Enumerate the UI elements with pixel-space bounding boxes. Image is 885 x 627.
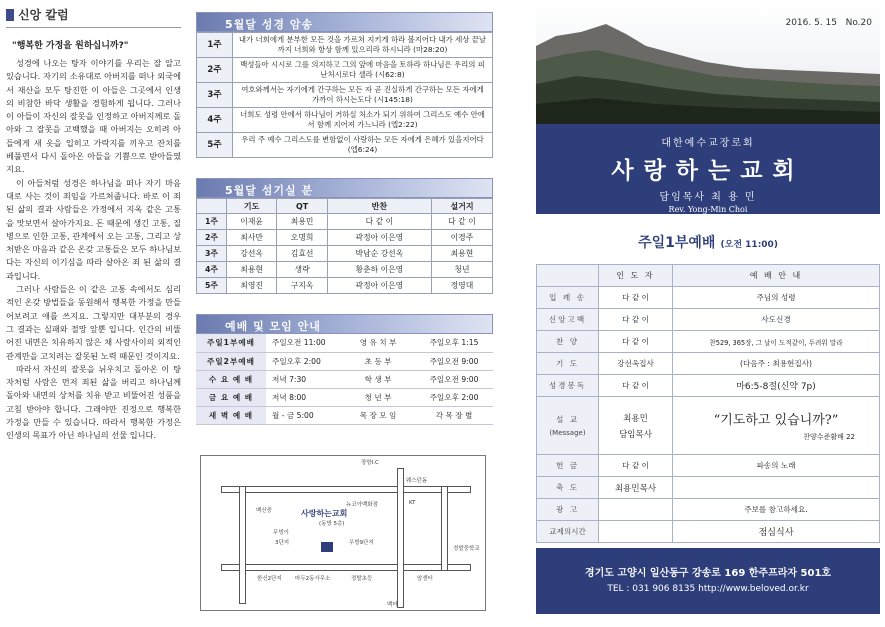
church-phone-web: TEL : 031 906 8135 http://www.beloved.or.kr: [607, 584, 809, 594]
table-row: 금 요 예 배 저녁 8:00 청 년 부 주일오후 2:00: [196, 388, 493, 406]
table-row: 찬 양 다 같 이 찬529, 365장, 그 날이 도적같이, 두려워 말라: [537, 331, 880, 353]
church-name: 사랑하는교회: [611, 158, 805, 184]
map-label: 무빙이: [273, 530, 289, 536]
church-banner: [536, 124, 880, 214]
column-paragraph: 성경에 나오는 탕자 이야기를 우리는 잘 알고 있습니다. 자기의 소유대로 아버지를 떠나 외국에서 재산을 모두 탕진한 이 아들은 그곳에서 인생의 비참한 바닥 생활을 경험하게 됩니다. 그러나 이 아들이 자신의 잘못을 인정하고 아버지께로 돌아와 그 잘못을 고백했을 때 아버지는 오히려 아들에게 새 옷을 입히고 가락지를 끼우고 잔치를 베풀면서 다시 돌아온 아들을 기쁨으로 받아들였지요.: [6, 58, 181, 175]
service-duty-table: [196, 198, 493, 294]
table-row: 새 벽 예 배 월 - 금 5:00 목 장 모 임 각 목 장 별: [196, 406, 493, 424]
table-row: 5주 최영진 구지옥 곽정아 이은영 정영대: [197, 278, 493, 294]
table-row: 2주 최사만 오명희 곽정아 이은영 이경주: [197, 230, 493, 246]
issue-info: [785, 18, 872, 28]
issue-date: 2016. 5. 15: [785, 18, 837, 28]
service-title: 주일1부예배: [638, 235, 716, 251]
service-heading: [536, 232, 880, 252]
denomination: 대한예수교장로회: [661, 138, 755, 149]
column-paragraph: 따라서 자신의 잘못을 뉘우치고 돌아온 이 탕자처럼 사람은 먼저 죄된 삶을 버리고 하나님께 돌아와 내면의 상처를 치유 받고 비뚤어진 성품을 고침 받아야 합니다. 그래야만 진정으로 행복한 가정을 만들 수 있습니다. 따라서 행복한 가정은 인생의 목표가 아닌 하나님의 선물 입니다.: [6, 363, 181, 441]
service-duty-title: 5월달 섬기실 분: [196, 178, 493, 198]
cover-hero: [536, 6, 880, 214]
middle-column: [196, 12, 493, 617]
table-row: 5주 우리 주 예수 그리스도를 변함없이 사랑하는 모든 자에게 은혜가 있을지어다 (엡6:24): [197, 133, 493, 158]
map-label: 장항I.C: [361, 460, 379, 466]
map-label: 우방9단지: [349, 540, 374, 546]
table-row: 4주 최용현 생략 황춘하 이은영 청년: [197, 262, 493, 278]
memory-verse-title: 5월달 성경 암송: [196, 12, 493, 32]
column-title: 신앙 칼럼: [18, 8, 69, 22]
table-row: 주일1부예배 주일오전 11:00 영 유 치 부 주일오후 1:15: [196, 334, 493, 352]
worship-schedule-table: [196, 334, 493, 425]
map-church-label: 사랑하는교회: [301, 509, 348, 518]
map-label: KT: [409, 500, 416, 506]
column-headline: "행복한 가정을 원하십니까?": [12, 41, 129, 51]
table-header-row: 기도 QT 반찬 설거지: [197, 199, 493, 214]
sermon-title: “기도하고 있습니까?”: [713, 413, 839, 428]
sermon-reference: 찬양수준활배 22: [803, 433, 855, 441]
table-row: 교제의시간 점심식사: [537, 521, 880, 543]
table-row: 헌 금 다 같 이 파송의 노래: [537, 455, 880, 477]
table-row: 축 도 최용민목사: [537, 477, 880, 499]
map-label: (동방 5층): [319, 521, 345, 527]
table-row: 성경봉독 다 같 이 마6:5-8절(신약 7p): [537, 375, 880, 397]
location-map: [200, 455, 486, 611]
map-road: [397, 468, 404, 608]
table-row: 3주 여호와께서는 자기에게 간구하는 모든 자 곧 진실하게 간구하는 모든 자에게 가까이 하시는도다 (시145:18): [197, 83, 493, 108]
divider: [6, 27, 181, 28]
map-label: 3단지: [275, 540, 290, 546]
map-road: [239, 486, 246, 604]
table-row: 입 례 송 다 같 이 주님의 성령: [537, 287, 880, 309]
map-label: 정발중학교: [453, 546, 480, 552]
map-road: [221, 564, 471, 571]
map-label: 웨스턴돔: [406, 478, 428, 484]
table-row: 신앙고백 다 같 이 사도신경: [537, 309, 880, 331]
table-row: 주일2부예배 주일오후 2:00 초 등 부 주일오전 9:00: [196, 352, 493, 370]
church-contact-footer: [536, 548, 880, 614]
sermon-row: 설 교 (Message) 최용민 담임목사 “기도하고 있습니까?” 찬양수준활배 22: [537, 397, 880, 455]
memory-verse-table: [196, 32, 493, 158]
issue-number: No.20: [845, 18, 872, 28]
map-label: 뉴코아백화점: [346, 502, 378, 508]
pastor-name-en: Rev. Yong-Min Choi: [668, 205, 748, 214]
table-row: 1주 내가 너희에게 분부한 모든 것을 가르쳐 지키게 하라 볼지어다 내가 세상 끝날까지 너희와 항상 함께 있으리라 하시니라 (마28:20): [197, 33, 493, 58]
pastor-name: 담임목사 최 용 민: [659, 192, 757, 203]
column-body: [6, 57, 181, 443]
service-time: (오전 11:00): [720, 240, 778, 250]
map-road: [221, 486, 471, 493]
table-header-row: 인 도 자 예 배 안 내: [537, 265, 880, 287]
table-row: 1주 이재윤 최용민 다 같 이 다 같 이: [197, 214, 493, 230]
order-of-worship-table: [536, 264, 880, 543]
table-row: 2주 백성들아 시시로 그를 의지하고 그의 앞에 마음을 토하라 하나님은 우리의 피난처시로다 셀라 (시62:8): [197, 58, 493, 83]
table-row: 4주 너희도 성령 안에서 하나님이 거하실 처소가 되기 위하여 그리스도 예수 안에서 함께 지어져 가느니라 (엡2:22): [197, 108, 493, 133]
column-paragraph: 이 아들처럼 성경은 하나님을 떠나 자기 마음대로 사는 것이 죄임을 가르쳐줍니다. 바로 이 죄 된 삶의 결과 사람들은 가정에서 지옥 같은 고통을 맛보면서 살아가지요. 돈 때문에 생긴 고통, 질병으로 인한 고통, 관계에서 오는 고통, 그리고 상처받은 마음과 같은 온갖 고통들은 모두 하나님보다는 자신의 이기심을 따라 살아온 죄 된 삶의 결과입니다.: [6, 177, 181, 281]
column-paragraph: 그러나 사람들은 이 같은 고통 속에서도 심리적인 온갖 방법들을 동원해서 행복한 가정을 만들어보려고 애를 쓰지요. 그렇지만 대부분의 경우 그 결과는 실패와 절망 앞뿐 입니다. 인간의 비뚤어진 내면은 치유하지 않은 채 사람사이의 외적인 관계만을 고치려는 잘못된 노력 때문인 것이지요.: [6, 284, 181, 361]
title-marker-icon: [6, 9, 14, 21]
worship-schedule-title: 예배 및 모임 안내: [196, 314, 493, 334]
table-row: 기 도 강선옥집사 (다음주 : 최용현집사): [537, 353, 880, 375]
church-address: 경기도 고양시 일산동구 강송로 169 한주프라자 501호: [584, 568, 832, 579]
map-label: 백신중: [256, 508, 272, 514]
map-road: [441, 486, 448, 571]
map-label: 한신2단지: [257, 576, 282, 582]
table-row: 3주 강선옥 김효선 박남순 강선옥 최용현: [197, 246, 493, 262]
table-row: 광 고 주보를 참고하세요.: [537, 499, 880, 521]
map-label: 백마: [387, 602, 398, 608]
cover-column: [536, 6, 880, 621]
map-label: 정발초등: [351, 576, 373, 582]
church-marker-icon: [321, 542, 333, 552]
map-label: 마두2동사무소: [295, 576, 331, 582]
table-row: 수 요 예 배 저녁 7:30 학 생 부 주일오전 9:00: [196, 370, 493, 388]
map-label: 암센터: [417, 576, 433, 582]
faith-column: [6, 6, 181, 621]
